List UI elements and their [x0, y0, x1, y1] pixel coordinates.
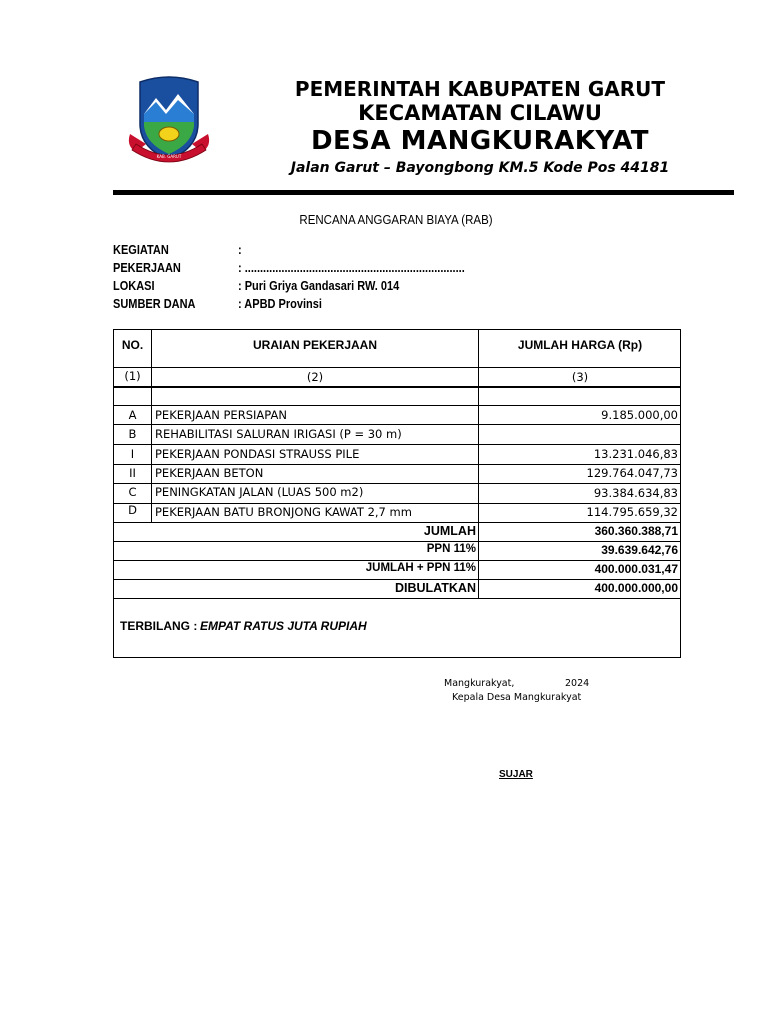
- meta-value-sumber-dana: : APBD Provinsi: [238, 297, 322, 311]
- header-uraian: URAIAN PEKERJAAN: [252, 338, 377, 352]
- row-harga: 9.185.000,00: [601, 408, 678, 422]
- row-harga: 93.384.634,83: [593, 486, 678, 500]
- total-label-ppn: PPN 11%: [426, 543, 476, 555]
- total-label-jumlah: JUMLAH: [423, 524, 476, 538]
- meta-label-lokasi: LOKASI: [113, 279, 155, 293]
- row-harga: 114.795.659,32: [586, 505, 678, 519]
- total-value-jumlah: 360.360.388,71: [594, 524, 678, 538]
- document-title: RENCANA ANGGARAN BIAYA (RAB): [299, 213, 493, 227]
- meta-value-pekerjaan: : ........................................................................: [238, 261, 465, 275]
- meta-value-kegiatan: :: [238, 243, 242, 257]
- emblem-motto: KAB. GARUT: [156, 154, 182, 159]
- total-value-dibulatkan: 400.000.000,00: [594, 581, 678, 595]
- terbilang-value: EMPAT RATUS JUTA RUPIAH: [200, 619, 367, 633]
- row-no: II: [129, 466, 136, 480]
- row-no: A: [128, 408, 137, 422]
- row-no: B: [128, 427, 137, 441]
- row-uraian: REHABILITASI SALURAN IRIGASI (P = 30 m): [155, 427, 402, 441]
- signature-position: Kepala Desa Mangkurakyat: [452, 692, 582, 703]
- header-district: KECAMATAN CILAWU: [358, 101, 602, 125]
- row-uraian: PEKERJAAN PONDASI STRAUSS PILE: [155, 447, 360, 461]
- row-harga: 13.231.046,83: [593, 447, 678, 461]
- total-label-dibulatkan: DIBULATKAN: [394, 581, 476, 595]
- row-uraian: PENINGKATAN JALAN (LUAS 500 m2): [155, 485, 364, 499]
- total-value-ppn: 39.639.642,76: [601, 543, 678, 557]
- row-uraian: PEKERJAAN BATU BRONJONG KAWAT 2,7 mm: [155, 505, 412, 519]
- header-government: PEMERINTAH KABUPATEN GARUT: [294, 77, 666, 101]
- row-harga: 129.764.047,73: [586, 466, 678, 480]
- row-no: C: [128, 485, 137, 499]
- total-value-jumlah-ppn: 400.000.031,47: [594, 562, 678, 576]
- signature-name: SUJAR: [499, 769, 533, 780]
- row-no: D: [128, 503, 137, 517]
- signature-place: Mangkurakyat,: [444, 678, 515, 689]
- row-uraian: PEKERJAAN BETON: [155, 466, 264, 480]
- colnum-3: (3): [571, 370, 589, 384]
- signature-year: 2024: [565, 678, 590, 689]
- header-village: DESA MANGKURAKYAT: [310, 126, 650, 156]
- header-address: Jalan Garut – Bayongbong KM.5 Kode Pos 44181: [290, 160, 670, 176]
- garut-emblem-logo: [122, 74, 216, 172]
- rab-table: [113, 329, 681, 658]
- terbilang-label: TERBILANG :: [120, 619, 198, 633]
- total-label-jumlah-ppn: JUMLAH + PPN 11%: [365, 562, 476, 574]
- row-uraian: PEKERJAAN PERSIAPAN: [155, 408, 287, 422]
- header-divider: [113, 190, 734, 195]
- header-harga: JUMLAH HARGA (Rp): [517, 338, 643, 352]
- header-no: NO.: [121, 338, 144, 352]
- meta-label-pekerjaan: PEKERJAAN: [113, 261, 181, 275]
- colnum-2: (2): [306, 370, 324, 384]
- row-no: I: [130, 447, 135, 461]
- meta-label-kegiatan: KEGIATAN: [113, 243, 169, 257]
- meta-value-lokasi: : Puri Griya Gandasari RW. 014: [238, 279, 400, 293]
- colnum-1: (1): [124, 369, 141, 383]
- meta-label-sumber-dana: SUMBER DANA: [113, 297, 196, 311]
